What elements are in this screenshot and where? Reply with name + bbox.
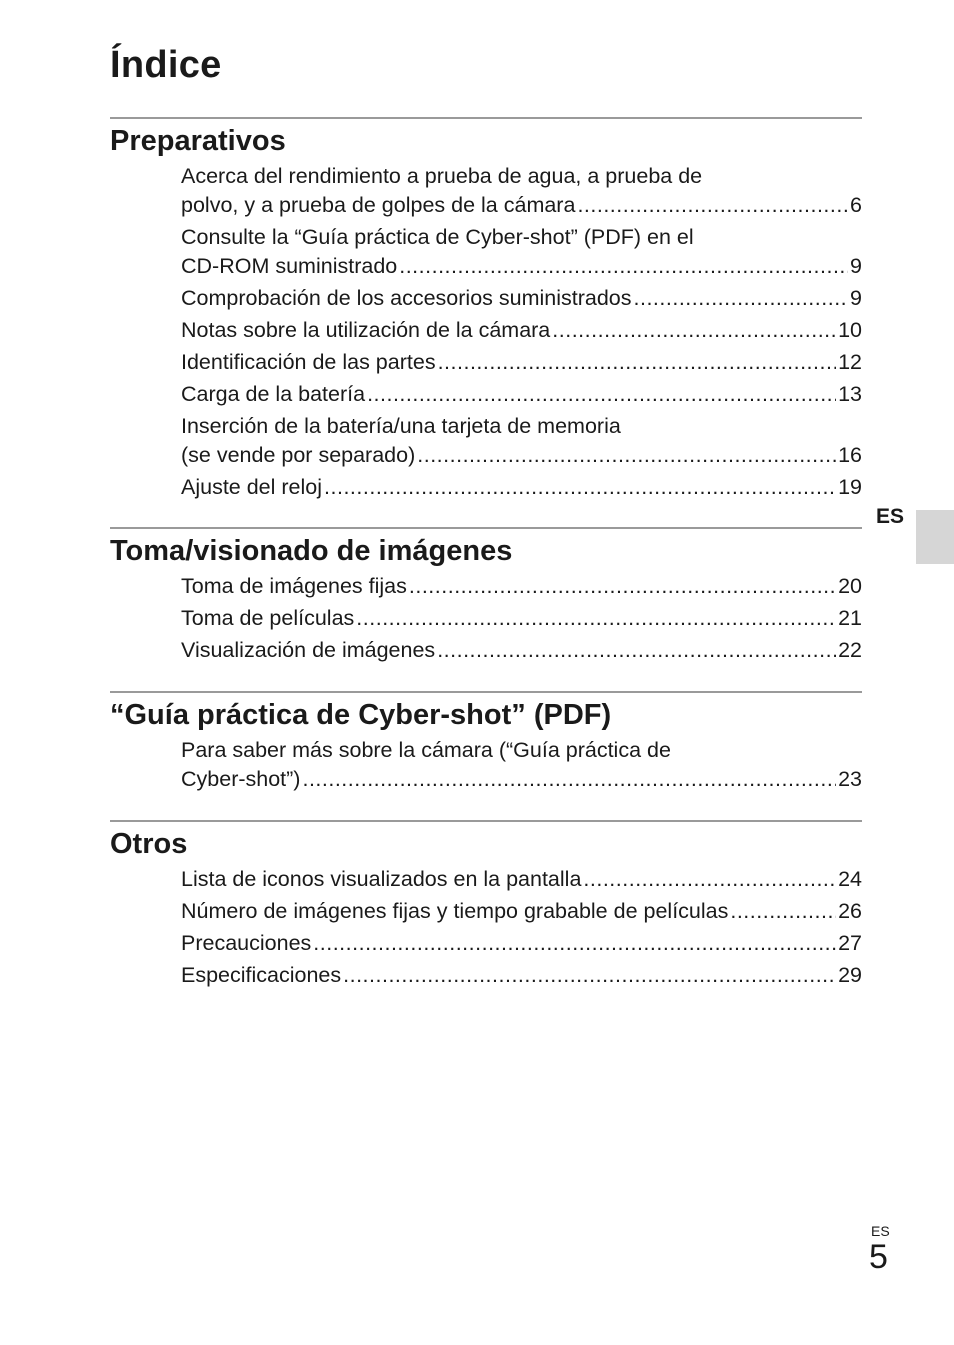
toc-section-preparativos (110, 117, 862, 505)
toc-entry-text: polvo, y a prueba de golpes de la cámara (181, 193, 576, 217)
language-tab-label: ES (876, 505, 905, 528)
toc-page-number: 20 (838, 574, 862, 598)
dot-leader (417, 441, 836, 470)
section-divider (110, 691, 862, 693)
toc-entry-text: Notas sobre la utilización de la cámara (181, 318, 551, 342)
toc-page-number: 22 (838, 638, 862, 662)
toc-entry-text: CD-ROM suministrado (181, 254, 398, 278)
toc-page-number: 12 (838, 350, 862, 374)
section-heading: Preparativos (110, 125, 286, 157)
toc-page-number: 21 (838, 606, 862, 630)
section-divider (110, 117, 862, 119)
dot-leader (438, 348, 837, 377)
toc-entry[interactable] (181, 604, 862, 633)
toc-entry-first-line: Para saber más sobre la cámara (“Guía práctica de (181, 738, 671, 762)
toc-entry-text: Precauciones (181, 931, 312, 955)
toc-entry-text: Número de imágenes fijas y tiempo grabable de películas (181, 899, 729, 923)
dot-leader (437, 636, 836, 665)
dot-leader (730, 897, 836, 926)
toc-entry-text: Carga de la batería (181, 382, 366, 406)
toc-section-toma (110, 527, 862, 668)
toc-entry-first-line: Consulte la “Guía práctica de Cyber-shot” (PDF) en el (181, 225, 694, 249)
toc-entry[interactable] (181, 929, 862, 958)
section-heading: “Guía práctica de Cyber-shot” (PDF) (110, 699, 612, 731)
toc-entry-text: Cyber-shot”) (181, 767, 301, 791)
toc-page-number: 9 (850, 286, 862, 310)
toc-entry[interactable] (181, 897, 862, 926)
toc-entry[interactable] (181, 316, 862, 345)
toc-entry-text: Identificación de las partes (181, 350, 436, 374)
dot-leader (313, 929, 836, 958)
page-number: 5 (869, 1238, 888, 1276)
toc-page-number: 26 (838, 899, 862, 923)
section-divider (110, 820, 862, 822)
footer-language-code: ES (871, 1223, 890, 1239)
toc-page-number: 23 (838, 767, 862, 791)
section-heading: Toma/visionado de imágenes (110, 535, 513, 567)
toc-entry-list (181, 162, 862, 502)
dot-leader (634, 284, 849, 313)
toc-entry-list (181, 572, 862, 665)
toc-section-guia-practica (110, 691, 862, 797)
toc-page-number: 24 (838, 867, 862, 891)
toc-page-number: 29 (838, 963, 862, 987)
toc-entry-text: Toma de imágenes fijas (181, 574, 407, 598)
toc-entry[interactable] (181, 348, 862, 377)
toc-entry-text: Visualización de imágenes (181, 638, 436, 662)
toc-section-otros (110, 820, 862, 993)
toc-entry-list (181, 865, 862, 990)
dot-leader (583, 865, 836, 894)
dot-leader (324, 473, 836, 502)
toc-entry-text: Especificaciones (181, 963, 342, 987)
section-heading: Otros (110, 828, 188, 860)
toc-entry[interactable] (181, 736, 862, 794)
toc-entry-text: Lista de iconos visualizados en la pantalla (181, 867, 582, 891)
toc-entry-list (181, 736, 862, 794)
toc-entry-first-line: Inserción de la batería/una tarjeta de memoria (181, 414, 621, 438)
toc-page-number: 6 (850, 193, 862, 217)
toc-page-number: 10 (838, 318, 862, 342)
language-tab-marker (916, 510, 954, 564)
toc-entry-text: Toma de películas (181, 606, 355, 630)
toc-entry-first-line: Acerca del rendimiento a prueba de agua, a prueba de (181, 164, 703, 188)
dot-leader (552, 316, 836, 345)
dot-leader (356, 604, 836, 633)
toc-entry-text: (se vende por separado) (181, 443, 416, 467)
page-title: Índice (110, 44, 222, 86)
section-divider (110, 527, 862, 529)
dot-leader (302, 765, 836, 794)
dot-leader (367, 380, 836, 409)
toc-entry[interactable] (181, 473, 862, 502)
toc-entry[interactable] (181, 223, 862, 281)
toc-entry[interactable] (181, 284, 862, 313)
toc-entry[interactable] (181, 961, 862, 990)
toc-page-number: 16 (838, 443, 862, 467)
dot-leader (343, 961, 836, 990)
toc-page-number: 9 (850, 254, 862, 278)
toc-entry[interactable] (181, 412, 862, 470)
toc-entry[interactable] (181, 572, 862, 601)
dot-leader (577, 191, 848, 220)
dot-leader (409, 572, 836, 601)
toc-entry[interactable] (181, 865, 862, 894)
toc-entry[interactable] (181, 162, 862, 220)
toc-entry-text: Ajuste del reloj (181, 475, 323, 499)
toc-page-number: 13 (838, 382, 862, 406)
toc-entry[interactable] (181, 380, 862, 409)
dot-leader (399, 252, 848, 281)
toc-page-number: 19 (838, 475, 862, 499)
toc-entry[interactable] (181, 636, 862, 665)
toc-page-number: 27 (838, 931, 862, 955)
toc-entry-text: Comprobación de los accesorios suministrados (181, 286, 632, 310)
